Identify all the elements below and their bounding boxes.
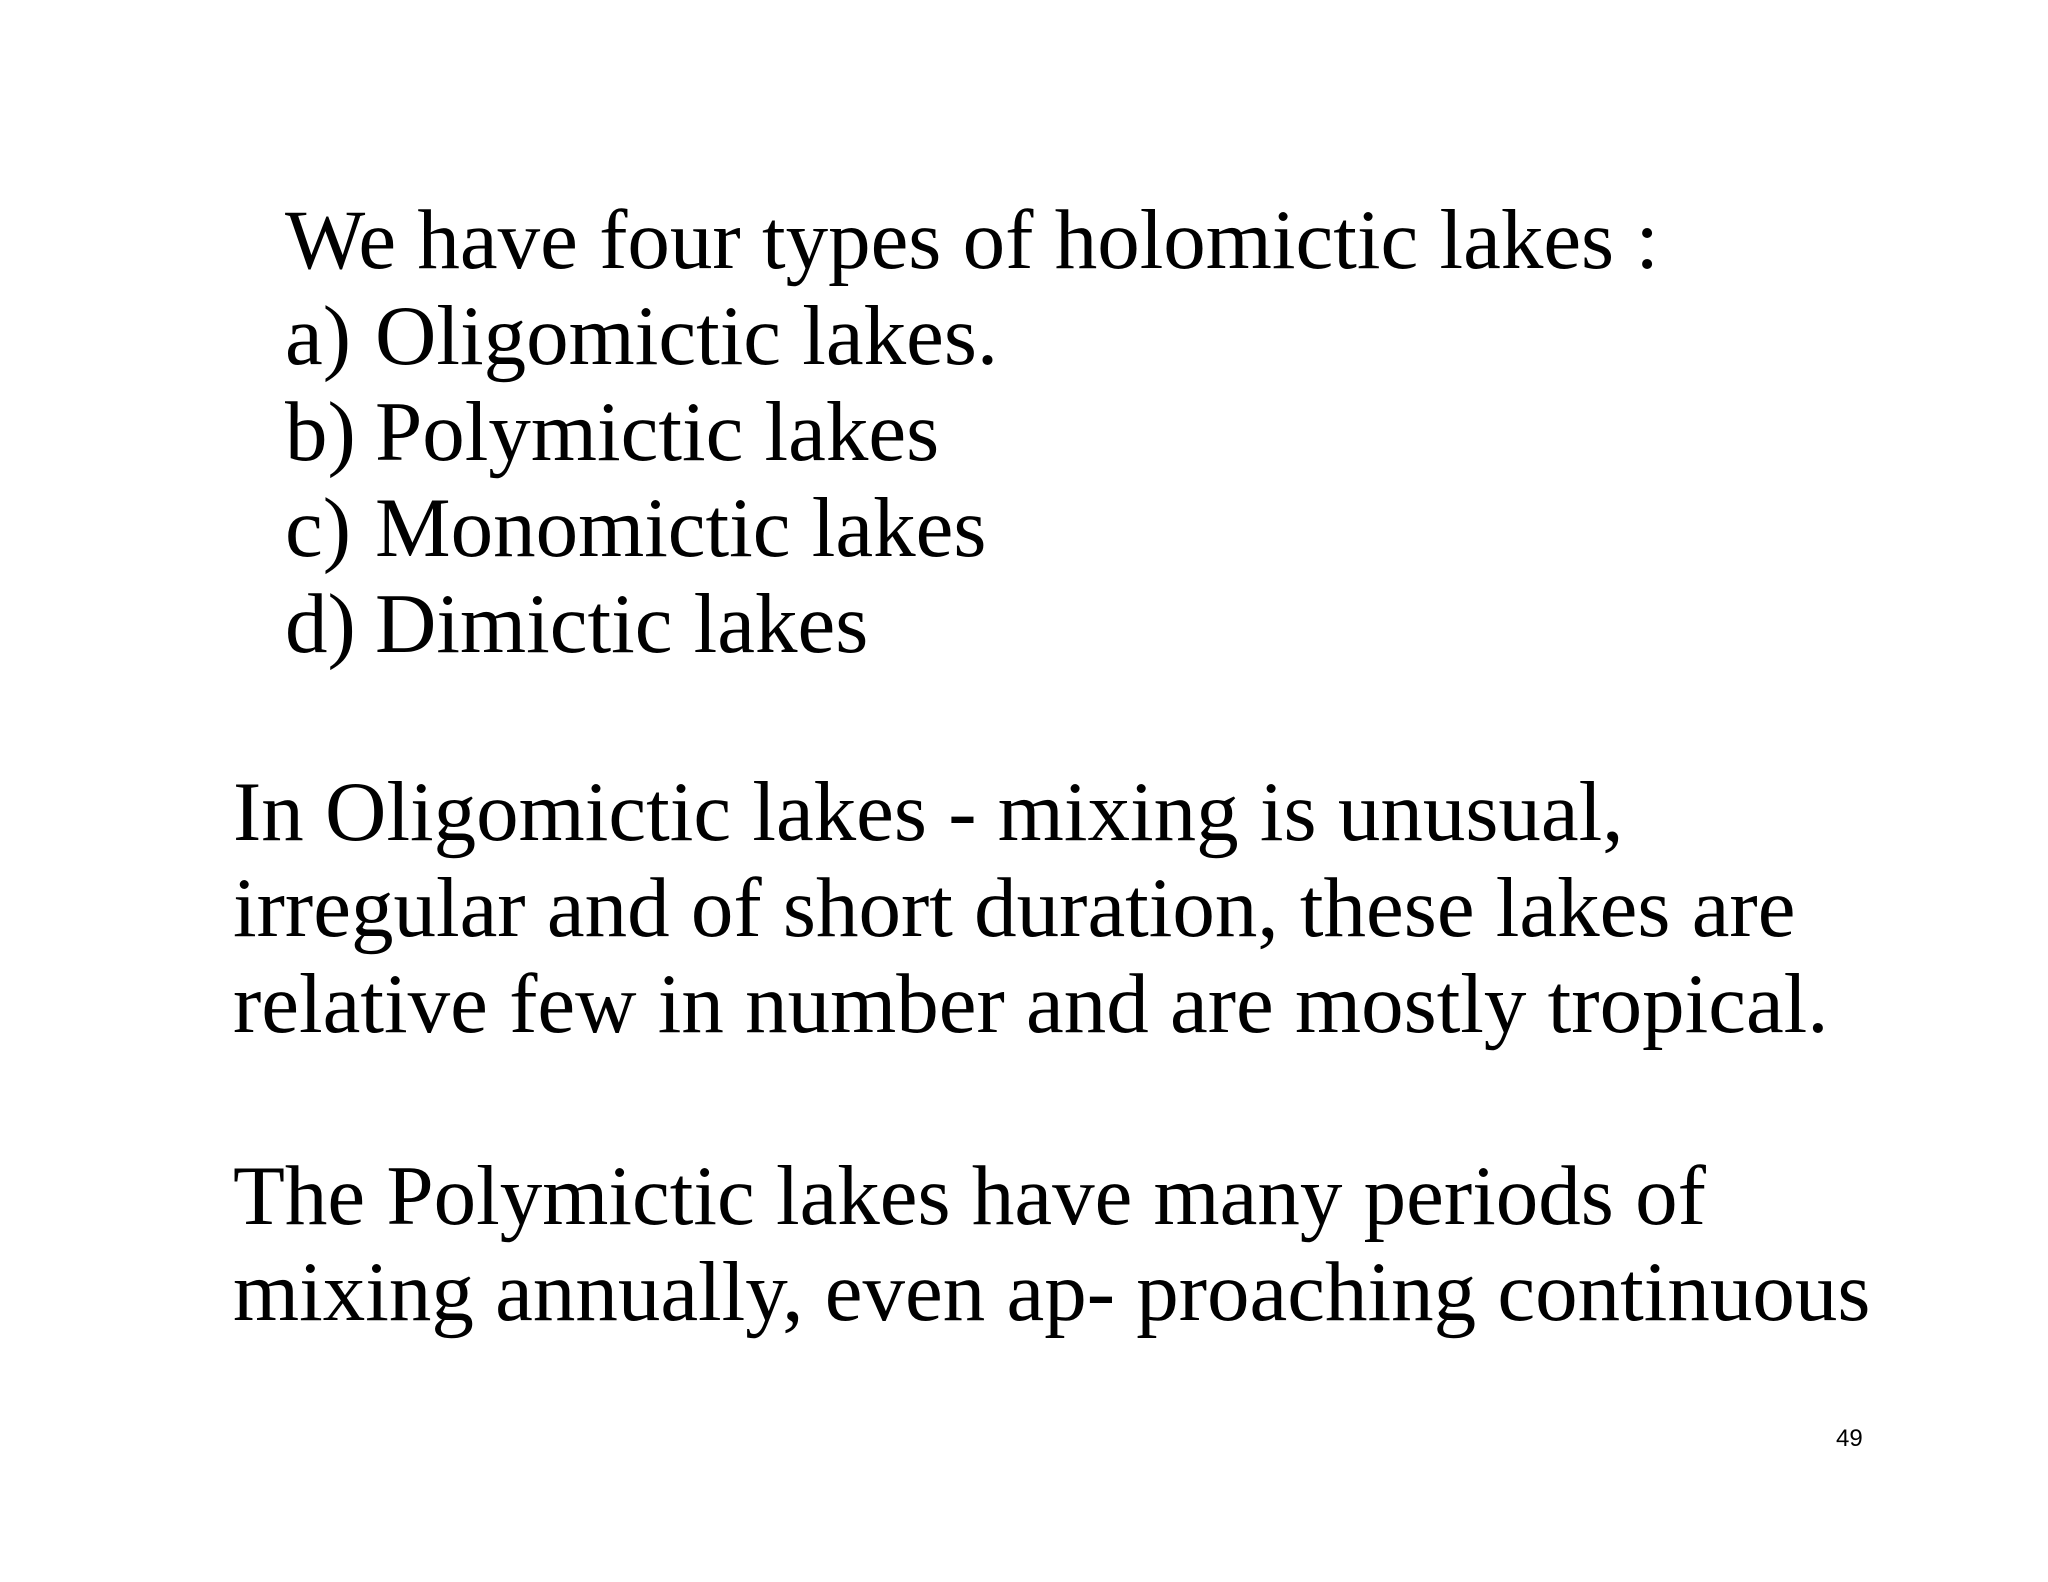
list-item-label: Polymictic lakes	[375, 385, 940, 479]
paragraph-line: irregular and of short duration, these lakes are	[233, 861, 1796, 955]
list-marker: a)	[285, 289, 352, 383]
list-item	[285, 576, 998, 672]
polymictic-paragraph	[233, 1148, 1933, 1340]
lake-types-list	[285, 288, 998, 672]
list-marker: c)	[285, 481, 352, 575]
list-item	[285, 288, 998, 384]
paragraph-line: mixing annually, even ap- proaching continuous	[233, 1245, 1871, 1339]
list-item-label: Oligomictic lakes.	[375, 289, 999, 383]
list-item-label: Dimictic lakes	[375, 577, 869, 671]
list-marker: b)	[285, 385, 356, 479]
list-marker: d)	[285, 577, 356, 671]
paragraph-line: relative few in number and are mostly tropical.	[233, 957, 1829, 1051]
page-number: 49	[1836, 1425, 1863, 1452]
paragraph-line: In Oligomictic lakes - mixing is unusual,	[233, 765, 1624, 859]
intro-heading: We have four types of holomictic lakes :	[285, 193, 1659, 287]
list-item	[285, 384, 998, 480]
list-item-label: Monomictic lakes	[375, 481, 987, 575]
list-item	[285, 480, 998, 576]
oligomictic-paragraph	[233, 764, 1933, 1052]
paragraph-line: The Polymictic lakes have many periods of	[233, 1149, 1706, 1243]
